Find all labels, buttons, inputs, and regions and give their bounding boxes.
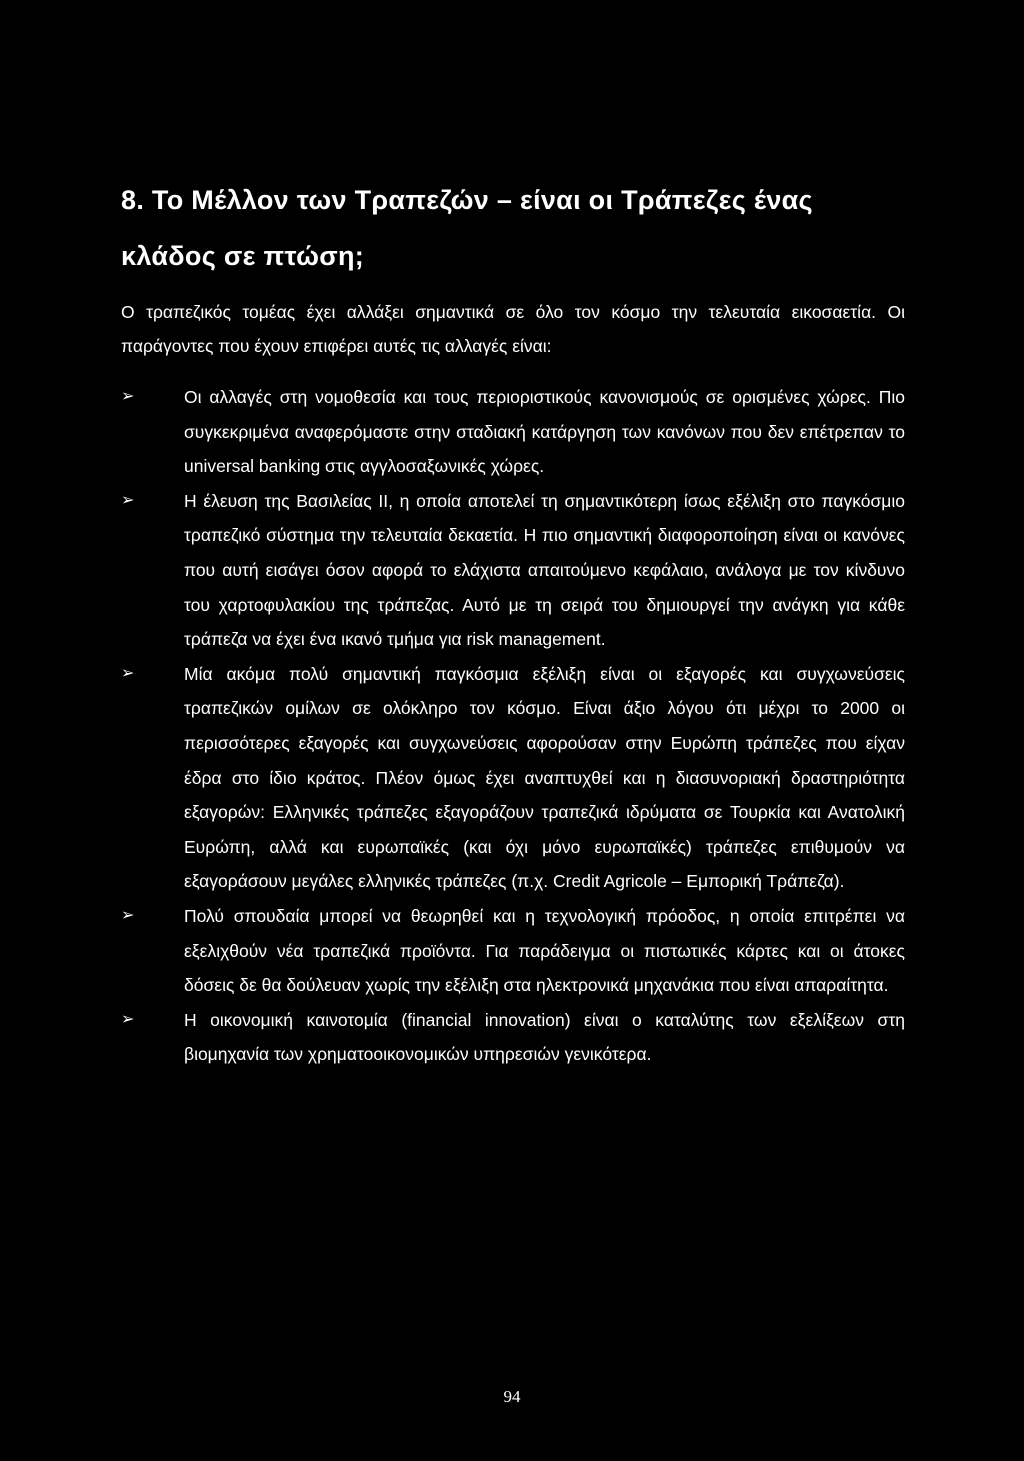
- section-heading-line-2: κλάδος σε πτώση;: [121, 241, 365, 271]
- arrow-bullet-icon: ➢: [121, 664, 135, 682]
- intro-paragraph: Ο τραπεζικός τομέας έχει αλλάξει σημαντικά σε όλο τον κόσμο την τελευταία εικοσαετία. Οι παράγοντες που έχουν επιφέρει αυτές τις αλλαγές είναι:: [121, 302, 905, 356]
- list-item-text: Οι αλλαγές στη νομοθεσία και τους περιοριστικούς κανονισμούς σε ορισμένες χώρες. Πιο συγκεκριμένα αναφερόμαστε στην σταδιακή κατάργηση των κανόνων που δεν επέτρεπαν το universal banking στις αγγλοσαξωνικές χώρες.: [184, 387, 905, 477]
- list-item-text: Η έλευση της Βασιλείας ΙΙ, η οποία αποτελεί τη σημαντικότερη ίσως εξέλιξη στο παγκόσμιο τραπεζικό σύστημα την τελευταία δεκαετία. Η πιο σημαντική διαφοροποίηση είναι οι κανόνες που αυτή εισάγει όσον αφορά το ελάχιστα απαιτούμενο κεφάλαιο, ανάλογα με τον κίνδυνο του χαρτοφυλακίου της τράπεζας. Αυτό με τη σειρά του δημιουργεί την ανάγκη για κάθε τράπεζα να έχει ένα ικανό τμήμα για risk management.: [184, 490, 905, 650]
- list-item-text: Μία ακόμα πολύ σημαντική παγκόσμια εξέλιξη είναι οι εξαγορές και συγχωνεύσεις τραπεζικών ομίλων σε ολόκληρο τον κόσμο. Είναι άξιο λόγου ότι μέχρι το 2000 οι περισσότερες εξαγορές και συγχωνεύσεις αφορούσαν στην Ευρώπη τράπεζες που είχαν έδρα στο ίδιο κράτος. Πλέον όμως έχει αναπτυχθεί και η διασυνοριακή δραστηριότητα εξαγορών: Ελληνικές τράπεζες εξαγοράζουν τραπεζικά ιδρύματα σε Τουρκία και Ανατολική Ευρώπη, αλλά και ευρωπαϊκές (και όχι μόνο ευρωπαϊκές) τράπεζες επιθυμούν να εξαγοράσουν μεγάλες ελληνικές τράπεζες (π.χ. Credit Agricole – Εμπορική Τράπεζα).: [184, 663, 905, 892]
- arrow-bullet-icon: ➢: [121, 491, 135, 509]
- list-item: [121, 380, 905, 484]
- arrow-bullet-icon: ➢: [121, 1010, 135, 1028]
- page-number: 94: [503, 1387, 521, 1406]
- list-item: [121, 899, 905, 1003]
- list-item: [121, 1003, 905, 1072]
- list-item-text: Πολύ σπουδαία μπορεί να θεωρηθεί και η τεχνολογική πρόοδος, η οποία επιτρέπει να εξελιχθούν νέα τραπεζικά προϊόντα. Για παράδειγμα οι πιστωτικές κάρτες και οι άτοκες δόσεις δε θα δούλευαν χωρίς την εξέλιξη στα ηλεκτρονικά μηχανάκια που είναι απαραίτητα.: [184, 905, 905, 996]
- list-item: [121, 484, 905, 657]
- list-item-text: Η οικονομική καινοτομία (financial innovation) είναι ο καταλύτης των εξελίξεων στη βιομηχανία των χρηματοοικονομικών υπηρεσιών γενικότερα.: [184, 1009, 905, 1065]
- arrow-bullet-icon: ➢: [121, 388, 135, 405]
- list-item: [121, 657, 905, 899]
- section-heading-line-1: 8. Το Μέλλον των Τραπεζών – είναι οι Τράπεζες ένας: [121, 185, 813, 215]
- factor-list: [121, 380, 905, 1072]
- arrow-bullet-icon: ➢: [121, 906, 135, 924]
- section-heading: [121, 172, 921, 284]
